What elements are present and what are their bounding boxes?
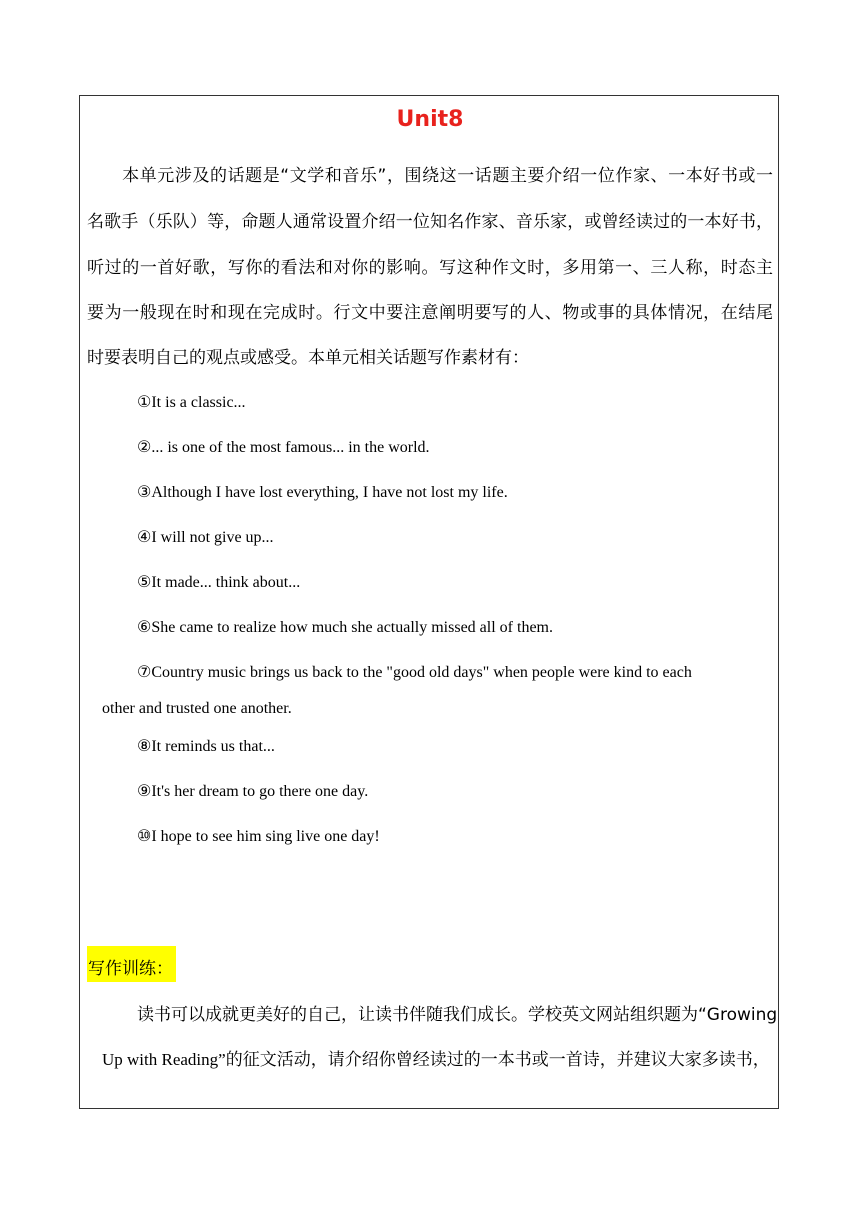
sentence-6: ⑥She came to realize how much she actually missed all of them. [137,619,553,636]
page-title: Unit8 [396,107,464,132]
writing-training-heading: 写作训练： [87,946,176,982]
sentence-1: ①It is a classic... [137,394,246,411]
task-line-2-chinese: 的征文活动，请介绍你曾经读过的一本书或一首诗，并建议大家多读书， [225,1050,770,1070]
sentence-9: ⑨It's her dream to go there one day. [137,783,369,800]
intro-line-2: 名歌手（乐队）等，命题人通常设置介绍一位知名作家、音乐家，或曾经读过的一本好书， [87,212,773,232]
intro-line-1: 本单元涉及的话题是“文学和音乐”，围绕这一话题主要介绍一位作家、一本好书或一 [87,166,773,186]
task-line-2 [102,1048,770,1072]
sentence-10: ⑩I hope to see him sing live one day! [137,828,380,845]
task-line-1 [137,1003,777,1027]
sentence-8: ⑧It reminds us that... [137,738,275,755]
task-line-2-english: Up with Reading” [102,1050,226,1069]
intro-line-4: 要为一般现在时和现在完成时。行文中要注意阐明要写的人、物或事的具体情况，在结尾 [87,303,773,323]
content-frame [79,95,779,1109]
sentence-7-continued: other and trusted one another. [102,700,292,717]
intro-line-3: 听过的一首好歌，写你的看法和对你的影响。写这种作文时，多用第一、三人称，时态主 [87,258,773,278]
sentence-3: ③Although I have lost everything, I have not lost my life. [137,484,508,501]
sentence-5: ⑤It made... think about... [137,574,301,591]
sentence-7: ⑦Country music brings us back to the "good old days" when people were kind to each [137,664,692,681]
sentence-2: ②... is one of the most famous... in the world. [137,439,430,456]
sentence-4: ④I will not give up... [137,529,274,546]
task-line-1-text: 读书可以成就更美好的自己，让读书伴随我们成长。学校英文网站组织题为“Growing [137,1005,778,1025]
intro-line-5: 时要表明自己的观点或感受。本单元相关话题写作素材有： [87,348,529,368]
